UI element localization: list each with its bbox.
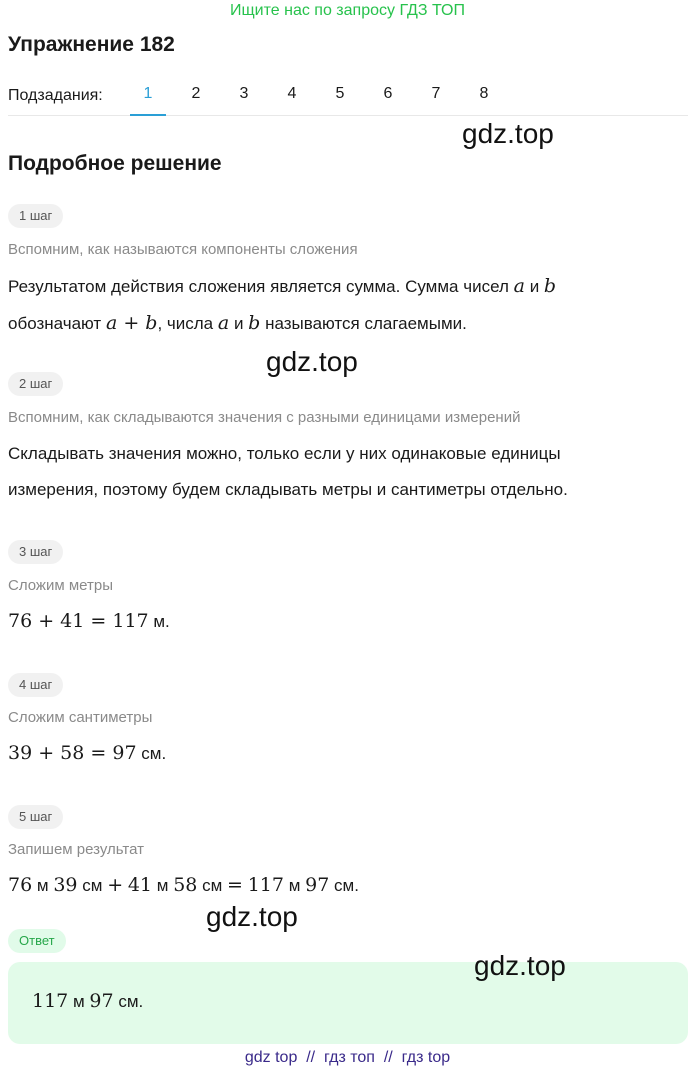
- step-text-part: Результатом действия сложения является сумма. Сумма чисел: [8, 277, 509, 296]
- tab-subtask-7[interactable]: 7: [431, 85, 441, 102]
- step-text-part: обозначают: [8, 314, 102, 333]
- unit-label: м: [36, 876, 49, 895]
- step-text-line: Складывать значения можно, только если у них одинаковые единицы: [8, 444, 561, 463]
- step-hint: Вспомним, как называются компоненты сложения: [8, 241, 358, 258]
- step-text: [8, 268, 688, 342]
- footer-link-gdz-top[interactable]: gdz top: [244, 1049, 298, 1066]
- tab-subtask-2[interactable]: 2: [191, 85, 201, 102]
- footer-links: [0, 1049, 695, 1067]
- math-var-b: b: [145, 312, 158, 334]
- step-text: [8, 603, 688, 640]
- math-number: 41: [127, 874, 153, 896]
- tab-subtask-1[interactable]: 1: [130, 85, 166, 116]
- step-hint: Запишем результат: [8, 841, 144, 858]
- math-operator: =: [227, 874, 243, 896]
- math-number: 97: [89, 990, 114, 1012]
- math-var-a: a: [513, 275, 525, 297]
- answer-text: [32, 990, 143, 1012]
- step-text: [8, 867, 688, 904]
- step-text-part: и: [233, 314, 244, 333]
- tab-subtask-6[interactable]: 6: [383, 85, 393, 102]
- answer-badge: Ответ: [8, 929, 66, 953]
- top-banner: Ищите нас по запросу ГДЗ ТОП: [230, 2, 465, 19]
- step-badge: 5 шаг: [8, 805, 63, 829]
- step-text-part: и: [529, 277, 540, 296]
- math-number: 58: [173, 874, 198, 896]
- step-text: [8, 436, 688, 508]
- tab-subtask-5[interactable]: 5: [335, 85, 345, 102]
- step-hint: Сложим метры: [8, 577, 113, 594]
- subtasks-label: Подзадания:: [8, 87, 103, 104]
- watermark: gdz.top: [462, 118, 554, 149]
- unit-label: см: [82, 876, 103, 895]
- tab-subtask-3[interactable]: 3: [239, 85, 249, 102]
- step-text-line: измерения, поэтому будем складывать метры и сантиметры отдельно.: [8, 480, 568, 499]
- math-expression: 39 + 58 = 97: [8, 742, 137, 764]
- step-text-part: называются слагаемыми.: [265, 314, 467, 333]
- step-hint: Вспомним, как складываются значения с разными единицами измерений: [8, 409, 521, 426]
- math-operator: +: [123, 312, 140, 334]
- page-title: Упражнение 182: [8, 33, 175, 56]
- step-badge: 3 шаг: [8, 540, 63, 564]
- math-number: 76: [8, 874, 33, 896]
- math-number: 97: [305, 874, 330, 896]
- watermark: gdz.top: [474, 950, 566, 981]
- unit-label: м: [156, 876, 169, 895]
- step-hint: Сложим сантиметры: [8, 709, 153, 726]
- footer-link-gdz-top-ru[interactable]: гдз топ: [324, 1049, 375, 1066]
- step-text-part: , числа: [157, 314, 214, 333]
- section-title: Подробное решение: [8, 152, 222, 175]
- math-expression: 76 + 41 = 117: [8, 610, 149, 632]
- step-badge: 1 шаг: [8, 204, 63, 228]
- step-badge: 2 шаг: [8, 372, 63, 396]
- unit-label: м.: [153, 612, 170, 631]
- step-badge: 4 шаг: [8, 673, 63, 697]
- unit-label: см.: [118, 992, 144, 1011]
- unit-label: м: [73, 992, 85, 1011]
- math-number: 117: [32, 990, 69, 1012]
- math-var-b: b: [543, 275, 557, 297]
- watermark: gdz.top: [206, 901, 298, 932]
- math-number: 117: [247, 874, 284, 896]
- math-var-b: b: [248, 312, 261, 334]
- tab-subtask-8[interactable]: 8: [479, 85, 489, 102]
- subtask-tabs: [8, 78, 688, 116]
- watermark: gdz.top: [266, 346, 358, 377]
- unit-label: см.: [141, 744, 167, 763]
- math-number: 39: [53, 874, 78, 896]
- math-operator: +: [107, 874, 124, 896]
- math-var-a: a: [105, 312, 118, 334]
- unit-label: см: [202, 876, 223, 895]
- answer-box: [8, 962, 688, 1044]
- math-var-a: a: [217, 312, 230, 334]
- unit-label: см.: [334, 876, 359, 895]
- step-text: [8, 735, 688, 772]
- footer-link-gdz-top-mixed[interactable]: гдз top: [401, 1049, 451, 1066]
- footer-separator: //: [383, 1049, 393, 1066]
- tab-subtask-4[interactable]: 4: [287, 85, 297, 102]
- footer-separator: //: [306, 1049, 316, 1066]
- unit-label: м: [288, 876, 301, 895]
